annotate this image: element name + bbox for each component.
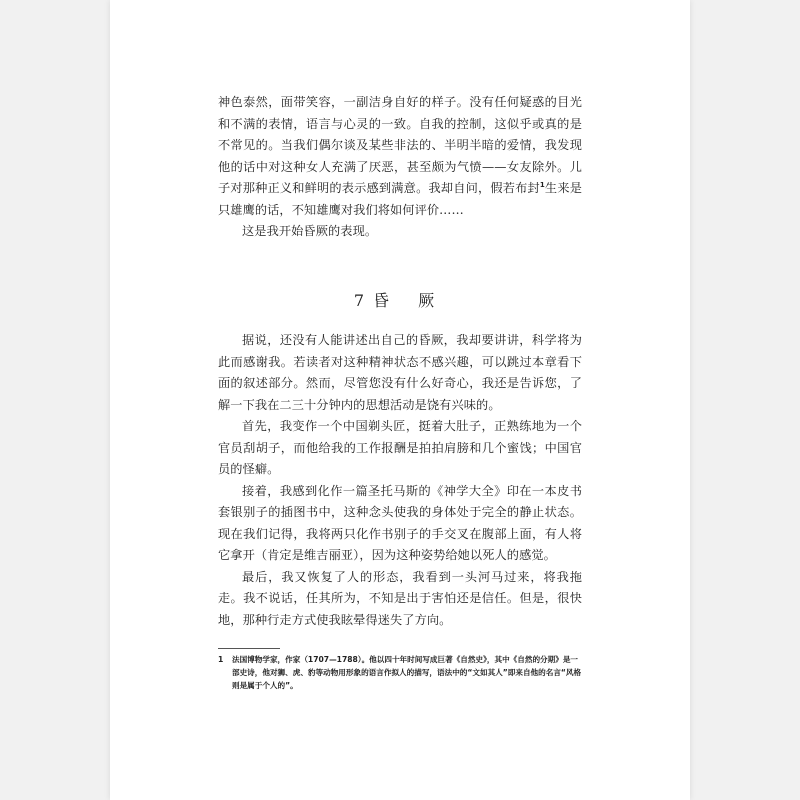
chapter-body — [218, 330, 582, 631]
paragraph-text: 神色泰然，面带笑容，一副洁身自好的样子。没有任何疑惑的目光和不满的表情，语言与心灵的一致。自我的控制，这似乎或真的是不常见的。当我们偶尔谈及某些非法的、半明半暗的爱情，我发现他的话中对这种女人充满了厌恶，甚至颇为气愤——女友除外。儿子对那种正义和鲜明的表示感到满意。我却自问，假若布封 — [218, 95, 582, 195]
paragraph: 接着，我感到化作一篇圣托马斯的《神学大全》印在一本皮书套银别子的插图书中，这种念头使我的身体处于完全的静止状态。现在我们记得，我将两只化作书别子的手交叉在腹部上面，有人将它拿开（肯定是维吉丽亚），因为这种姿势给她以死人的感觉。 — [218, 483, 582, 562]
book-page — [110, 0, 690, 800]
chapter-number: 7 — [353, 291, 368, 310]
paragraph: 据说，还没有人能讲述出自己的昏厥，我却要讲讲，科学将为此而感谢我。若读者对这种精神状态不感兴趣，可以跳过本章看下面的叙述部分。然而，尽管您没有什么好奇心，我还是告诉您，了解一下我在二三十分钟内的思想活动是饶有兴味的。 — [218, 333, 582, 412]
footnote-marker: 1 — [539, 180, 545, 189]
paragraph-text: 生来是只雄鹰的话，不知雄鹰对我们将如何评价…… — [218, 181, 582, 217]
paragraph: 最后，我又恢复了人的形态，我看到一头河马过来，将我拖走。我不说话，任其所为，不知是出于害怕还是信任。但是，很快地，那种行走方式使我眩晕得迷失了方向。 — [218, 569, 582, 627]
footnote-divider — [218, 648, 280, 649]
paragraph: 首先，我变作一个中国剃头匠，挺着大肚子，正熟练地为一个官员刮胡子，而他给我的工作报酬是拍拍肩膀和几个蜜饯；中国官员的怪癖。 — [218, 419, 582, 476]
footnote-number: 1 — [218, 655, 224, 664]
paragraph: 这是我开始昏厥的表现。 — [242, 224, 378, 238]
footnote-text: 法国博物学家，作家（1707—1788）。他以四十年时间写成巨著《自然史》，其中《自然的分期》是一部史诗，他对狮、虎、豹等动物用形象的语言作拟人的描写，语法中的“文如其人”即来自他的名言“风格则是属于个人的”。 — [232, 655, 582, 690]
chapter-title: 昏 厥 — [373, 291, 447, 310]
footnote — [218, 653, 582, 692]
top-text-block — [218, 92, 582, 243]
paragraph-continued — [218, 92, 582, 221]
chapter-heading — [110, 288, 690, 311]
